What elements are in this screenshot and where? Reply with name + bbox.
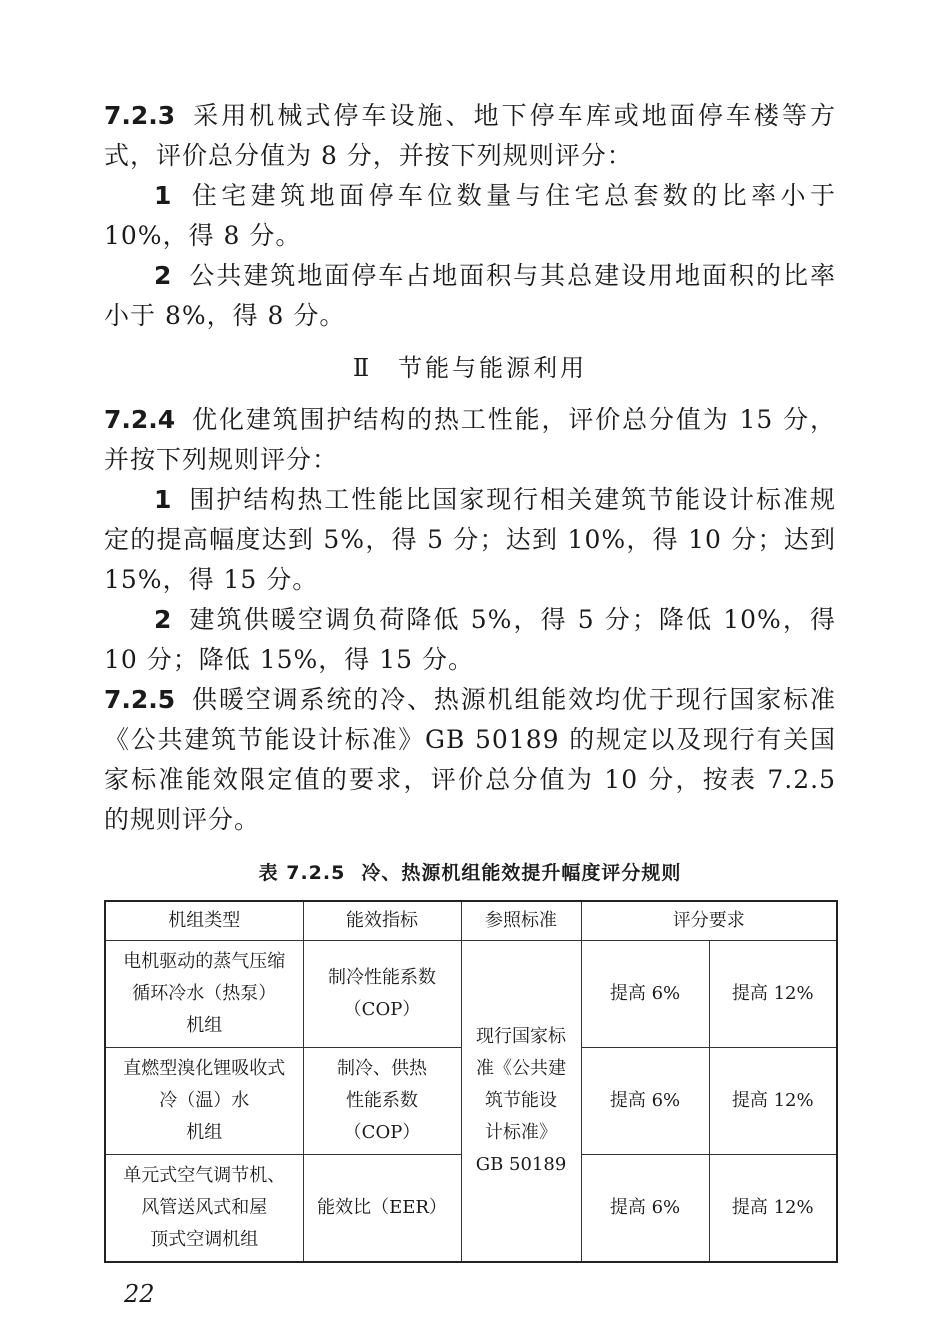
clause-number: 7.2.3 — [104, 101, 176, 130]
item-number: 2 — [154, 605, 173, 634]
cell-indicator: 制冷、供热 性能系数 （COP） — [303, 1048, 461, 1155]
item-number: 1 — [154, 485, 173, 514]
item-text: 建筑供暖空调负荷降低 5%，得 5 分；降低 10%，得 10 分；降低 15%，得 15 分。 — [104, 605, 836, 674]
item-text: 公共建筑地面停车占地面积与其总建设用地面积的比率小于 8%，得 8 分。 — [104, 261, 836, 330]
cell-requirement-high: 提高 12% — [709, 1155, 837, 1263]
clause-7-2-3 — [104, 96, 836, 176]
clause-text: 采用机械式停车设施、地下停车库或地面停车楼等方式，评价总分值为 8 分，并按下列规则评分： — [104, 101, 836, 170]
section-heading — [104, 348, 836, 388]
item-number: 2 — [154, 261, 173, 290]
cell-unit-type: 电机驱动的蒸气压缩 循环冷水（热泵） 机组 — [105, 941, 303, 1048]
clause-7-2-4-item-2 — [104, 600, 836, 680]
table-caption-number: 表 7.2.5 — [258, 862, 346, 884]
table-caption — [104, 858, 836, 888]
item-number: 1 — [154, 181, 173, 210]
clause-number: 7.2.5 — [104, 685, 176, 714]
clause-text: 供暖空调系统的冷、热源机组能效均优于现行国家标准《公共建筑节能设计标准》GB 50189 的规定以及现行有关国家标准能效限定值的要求，评价总分值为 10 分，按表 7.2.5 的规则评分。 — [104, 685, 836, 834]
page-number: 22 — [124, 1280, 155, 1308]
table-row — [105, 941, 837, 1048]
header-reference-standard: 参照标准 — [461, 901, 581, 941]
clause-number: 7.2.4 — [104, 405, 176, 434]
clause-7-2-4-item-1 — [104, 480, 836, 600]
cell-requirement-high: 提高 12% — [709, 941, 837, 1048]
cell-indicator: 制冷性能系数 （COP） — [303, 941, 461, 1048]
table-header-row — [105, 901, 837, 941]
cell-requirement-high: 提高 12% — [709, 1048, 837, 1155]
section-numeral: Ⅱ — [352, 354, 373, 382]
page-content — [104, 96, 836, 1263]
item-text: 围护结构热工性能比国家现行相关建筑节能设计标准规定的提高幅度达到 5%，得 5 分；达到 10%，得 10 分；达到 15%，得 15 分。 — [104, 485, 836, 594]
table-caption-title: 冷、热源机组能效提升幅度评分规则 — [361, 862, 682, 884]
section-title: 节能与能源利用 — [398, 354, 588, 382]
clause-text: 优化建筑围护结构的热工性能，评价总分值为 15 分，并按下列规则评分： — [104, 405, 836, 474]
cell-reference-standard: 现行国家标 准《公共建 筑节能设 计标准》 GB 50189 — [461, 941, 581, 1263]
scoring-table — [104, 900, 838, 1263]
cell-requirement-low: 提高 6% — [581, 941, 709, 1048]
cell-unit-type: 单元式空气调节机、 风管送风式和屋 顶式空调机组 — [105, 1155, 303, 1263]
clause-7-2-5 — [104, 680, 836, 840]
item-text: 住宅建筑地面停车位数量与住宅总套数的比率小于 10%，得 8 分。 — [104, 181, 836, 250]
cell-indicator: 能效比（EER） — [303, 1155, 461, 1263]
clause-7-2-4 — [104, 400, 836, 480]
cell-requirement-low: 提高 6% — [581, 1155, 709, 1263]
header-scoring-requirement: 评分要求 — [581, 901, 837, 941]
clause-7-2-3-item-1 — [104, 176, 836, 256]
header-efficiency-indicator: 能效指标 — [303, 901, 461, 941]
cell-unit-type: 直燃型溴化锂吸收式 冷（温）水 机组 — [105, 1048, 303, 1155]
clause-7-2-3-item-2 — [104, 256, 836, 336]
header-unit-type: 机组类型 — [105, 901, 303, 941]
cell-requirement-low: 提高 6% — [581, 1048, 709, 1155]
